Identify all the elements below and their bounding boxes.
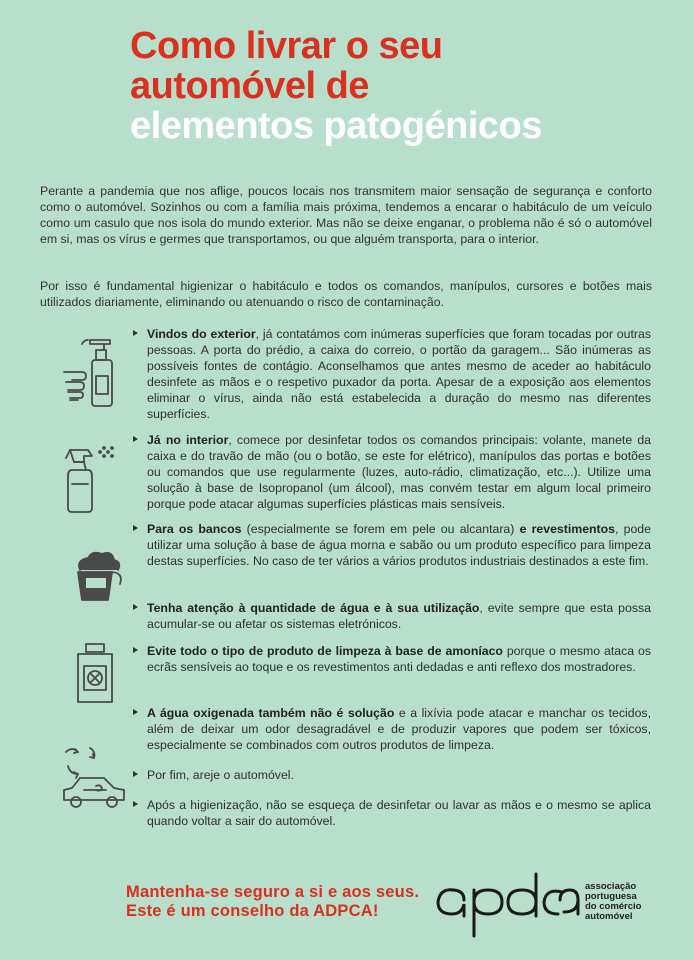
item-text: (especialmente se forem em pele ou alcantara) [241,522,520,536]
assoc-line-2: portuguesa [585,891,637,902]
apdca-logo [432,872,582,943]
item-bold-2: e revestimentos [519,522,615,536]
item-bold: Evite todo o tipo de produto de limpeza à base de amoníaco [147,644,503,658]
list-item [133,600,651,632]
bullet-arrow-icon [133,771,138,777]
item-text: porque o mesmo ataca os ecrãs sensíveis ao toque e os revestimentos anti dedadas e anti reflexo dos mostradores. [147,644,651,674]
list-item [133,705,651,753]
page-title [130,26,670,146]
list-item [133,521,651,569]
item-bold: Vindos do exterior [147,327,256,341]
list-item [133,797,651,829]
bullet-arrow-icon [133,801,138,807]
list-item [133,767,651,783]
item-bold: Para os bancos [147,522,242,536]
car-airing-icon [60,744,132,815]
item-text: , já contatámos com inúmeras superfícies que foram tocadas por outras pessoas. A porta do prédio, a caixa do correio, o portão da garagem... São inúmeras as possíveis fontes de contágio. Aconselhamos que antes mesmo de aceder ao habitáculo desinfete as mãos e o respetivo puxador da porta. Apesar de a exposição aos elementos eliminar o vírus, ainda não está estabelecida a duração do mesmo nas diferentes superfícies. [147,327,651,421]
item-text: , evite sempre que esta possa acumular-se ou afetar os sistemas eletrónicos. [147,601,651,631]
item-bold: Já no interior [147,433,229,447]
bullet-arrow-icon [133,525,138,531]
item-bold: Tenha atenção à quantidade de água e à sua utilização [147,601,480,615]
intro-paragraph-2: Por isso é fundamental higienizar o habitáculo e todos os comandos, manípulos, cursores e botões mais utilizados diariamente, eliminando ou atenuando o risco de contaminação. [40,279,652,309]
bullet-arrow-icon [133,330,138,336]
ammonia-bottle-icon [72,642,118,711]
bullet-arrow-icon [133,709,138,715]
assoc-line-3: do comércio [585,901,642,912]
footer-message [126,883,419,921]
item-text: Por fim, areje o automóvel. [147,768,294,782]
association-name [585,882,642,922]
footer-line-2: Este é um conselho da ADPCA! [126,902,379,920]
item-text: e a lixívia pode atacar e manchar os tecidos, além de deixar um odor desagradável e de produzir vapores que podem ser tóxicos, especialmente se combinados com outros produtos de limpeza. [147,706,651,752]
item-bold: A água oxigenada também não é solução [147,706,395,720]
footer-line-1: Mantenha-se seguro a si e aos seus. [126,883,420,901]
bullet-arrow-icon [133,436,138,442]
bullet-arrow-icon [133,604,138,610]
bullet-arrow-icon [133,647,138,653]
item-text: , comece por desinfetar todos os comandos principais: volante, manete da caixa e do travão de mão (ou o botão, se este for elétrico), manípulos das portas e botões ou comandos que use regularmente (luzes, auto-rádio, climatização, etc...). Utilize uma solução à base de Isopropanol (um álcool), mas convém testar em algum local primeiro porque pode atacar algumas superfícies plásticas mais sensíveis. [147,433,651,511]
title-line-3: elementos patogénicos [130,105,542,147]
bucket-foam-icon [70,548,130,609]
list-item [133,326,651,422]
title-line-1: Como livrar o seu [130,25,443,67]
list-item [133,432,651,512]
hand-sanitizer-icon [60,336,128,417]
item-text-2: , pode utilizar uma solução à base de água morna e sabão ou um produto específico para limpeza destas superfícies. No caso de ter vários a vários produtos industriais destinados a este fim. [147,522,651,568]
intro-paragraph-1: Perante a pandemia que nos aflige, poucos locais nos transmitem maior sensação de segurança e conforto como o automóvel. Sozinhos ou com a família mais próxima, tendemos a encarar o habitáculo de um veículo como um casulo que nos isola do mundo exterior. Mas não se deixe enganar, o problema não é só o automóvel em si, mas os vírus e germes que transportamos, ou que alguém transporta, para o interior. [40,184,652,246]
assoc-line-1: associação [585,881,637,892]
item-text: Após a higienização, não se esqueça de desinfetar ou lavar as mãos e o mesmo se aplica quando voltar a sair do automóvel. [147,798,651,828]
list-item [133,643,651,675]
title-line-2: automóvel de [130,65,369,107]
assoc-line-4: automóvel [585,911,633,922]
spray-bottle-icon [62,442,126,521]
